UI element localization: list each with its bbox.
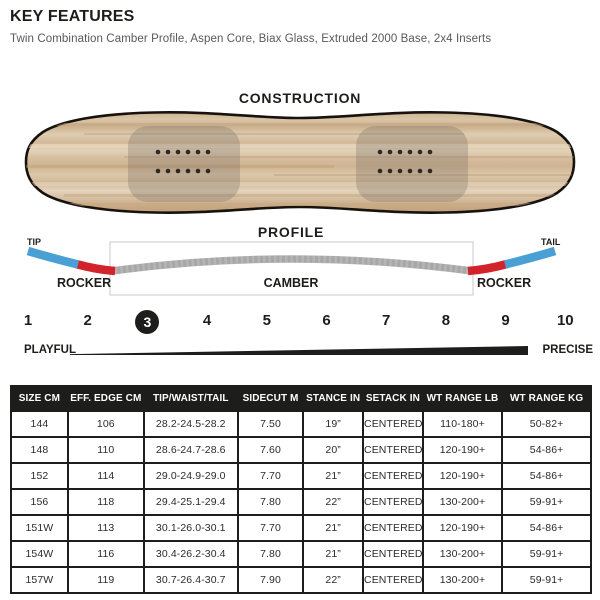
- table-cell: CENTERED: [363, 463, 423, 489]
- table-cell: 59-91+: [502, 541, 591, 567]
- table-cell: 30.1-26.0-30.1: [144, 515, 238, 541]
- column-header: STANCE IN: [303, 386, 363, 411]
- table-cell: 59-91+: [502, 567, 591, 593]
- table-cell: CENTERED: [363, 489, 423, 515]
- scale-number: 2: [83, 312, 92, 329]
- table-cell: 54-86+: [502, 463, 591, 489]
- table-cell: 21”: [303, 541, 363, 567]
- scale-precise-label: PRECISE: [542, 344, 593, 356]
- tail-segment: [505, 251, 555, 265]
- table-cell: 29.0-24.9-29.0: [144, 463, 238, 489]
- column-header: SETACK IN: [363, 386, 423, 411]
- table-cell: 119: [68, 567, 144, 593]
- table-row: [11, 411, 591, 437]
- table-cell: 19”: [303, 411, 363, 437]
- scale-number: 7: [382, 312, 391, 329]
- camber-segment: [112, 259, 472, 271]
- table-cell: 30.4-26.2-30.4: [144, 541, 238, 567]
- table-cell: 30.7-26.4-30.7: [144, 567, 238, 593]
- spec-table-body: [11, 411, 591, 593]
- table-cell: CENTERED: [363, 541, 423, 567]
- table-cell: 157W: [11, 567, 68, 593]
- column-header: WT RANGE KG: [502, 386, 591, 411]
- flex-rating-scale: [0, 308, 600, 366]
- profile-title: PROFILE: [257, 224, 325, 240]
- key-features-description: Twin Combination Camber Profile, Aspen Core, Biax Glass, Extruded 2000 Base, 2x4 Inserts: [10, 33, 492, 45]
- table-cell: 114: [68, 463, 144, 489]
- table-cell: 20”: [303, 437, 363, 463]
- spec-table-header: [11, 386, 591, 411]
- column-header: TIP/WAIST/TAIL: [144, 386, 238, 411]
- scale-number: 5: [262, 312, 271, 329]
- table-cell: 7.90: [238, 567, 304, 593]
- table-cell: 113: [68, 515, 144, 541]
- scale-wedge: [70, 346, 528, 355]
- scale-number: 4: [202, 312, 212, 329]
- rocker-segment-right: [468, 264, 507, 271]
- scale-number: 10: [556, 312, 574, 329]
- table-cell: 7.80: [238, 541, 304, 567]
- table-cell: 7.70: [238, 463, 304, 489]
- table-cell: 110-180+: [423, 411, 502, 437]
- table-cell: 54-86+: [502, 515, 591, 541]
- table-cell: 54-86+: [502, 437, 591, 463]
- table-cell: CENTERED: [363, 567, 423, 593]
- table-cell: 156: [11, 489, 68, 515]
- scale-number: 1: [23, 312, 33, 329]
- table-row: [11, 541, 591, 567]
- table-cell: 120-190+: [423, 437, 502, 463]
- table-cell: 120-190+: [423, 463, 502, 489]
- table-cell: CENTERED: [363, 437, 423, 463]
- column-header: EFF. EDGE CM: [68, 386, 144, 411]
- table-cell: CENTERED: [363, 411, 423, 437]
- construction-title: CONSTRUCTION: [238, 90, 362, 106]
- table-cell: 7.70: [238, 515, 304, 541]
- table-row: [11, 437, 591, 463]
- table-cell: 7.60: [238, 437, 304, 463]
- board-outline: [26, 112, 574, 212]
- table-row: [11, 489, 591, 515]
- table-cell: 130-200+: [423, 567, 502, 593]
- table-cell: 22”: [303, 567, 363, 593]
- scale-playful-label: PLAYFUL: [24, 344, 76, 356]
- profile-diagram: [0, 238, 600, 304]
- column-header: WT RANGE LB: [423, 386, 502, 411]
- table-cell: 151W: [11, 515, 68, 541]
- table-cell: 118: [68, 489, 144, 515]
- table-cell: 22”: [303, 489, 363, 515]
- scale-number: 6: [322, 312, 331, 329]
- table-cell: 28.2-24.5-28.2: [144, 411, 238, 437]
- tip-segment: [28, 251, 78, 265]
- table-cell: 28.6-24.7-28.6: [144, 437, 238, 463]
- table-cell: 110: [68, 437, 144, 463]
- scale-number: 9: [501, 312, 510, 329]
- table-cell: 59-91+: [502, 489, 591, 515]
- table-cell: 21”: [303, 515, 363, 541]
- table-cell: CENTERED: [363, 515, 423, 541]
- table-cell: 7.50: [238, 411, 304, 437]
- profile-curve-image: [0, 238, 600, 304]
- table-cell: 50-82+: [502, 411, 591, 437]
- table-row: [11, 463, 591, 489]
- table-cell: 152: [11, 463, 68, 489]
- table-row: [11, 515, 591, 541]
- snowboard-image: [24, 110, 576, 216]
- table-header-row: [11, 386, 591, 411]
- table-cell: 130-200+: [423, 541, 502, 567]
- table-row: [11, 567, 591, 593]
- table-cell: 116: [68, 541, 144, 567]
- binding-insert-zone-right: [356, 126, 468, 202]
- column-header: SIDECUT M: [238, 386, 304, 411]
- scale-number: 8: [441, 312, 451, 329]
- table-cell: 7.80: [238, 489, 304, 515]
- table-cell: 29.4-25.1-29.4: [144, 489, 238, 515]
- table-cell: 120-190+: [423, 515, 502, 541]
- binding-insert-zone-left: [128, 126, 240, 202]
- tip-label: TIP: [27, 237, 42, 247]
- rocker-right-label: ROCKER: [477, 276, 532, 290]
- spec-table: [10, 385, 592, 594]
- table-cell: 130-200+: [423, 489, 502, 515]
- camber-label: CAMBER: [263, 276, 319, 290]
- table-cell: 148: [11, 437, 68, 463]
- tail-label: TAIL: [541, 237, 561, 247]
- table-cell: 154W: [11, 541, 68, 567]
- scale-number-active: 3: [135, 310, 159, 334]
- rocker-left-label: ROCKER: [57, 276, 112, 290]
- key-features-title: KEY FEATURES: [10, 8, 135, 25]
- column-header: SIZE CM: [11, 386, 68, 411]
- table-cell: 106: [68, 411, 144, 437]
- rocker-segment-left: [76, 264, 115, 271]
- table-cell: 144: [11, 411, 68, 437]
- snowboard-top-view: [24, 110, 576, 216]
- table-cell: 21”: [303, 463, 363, 489]
